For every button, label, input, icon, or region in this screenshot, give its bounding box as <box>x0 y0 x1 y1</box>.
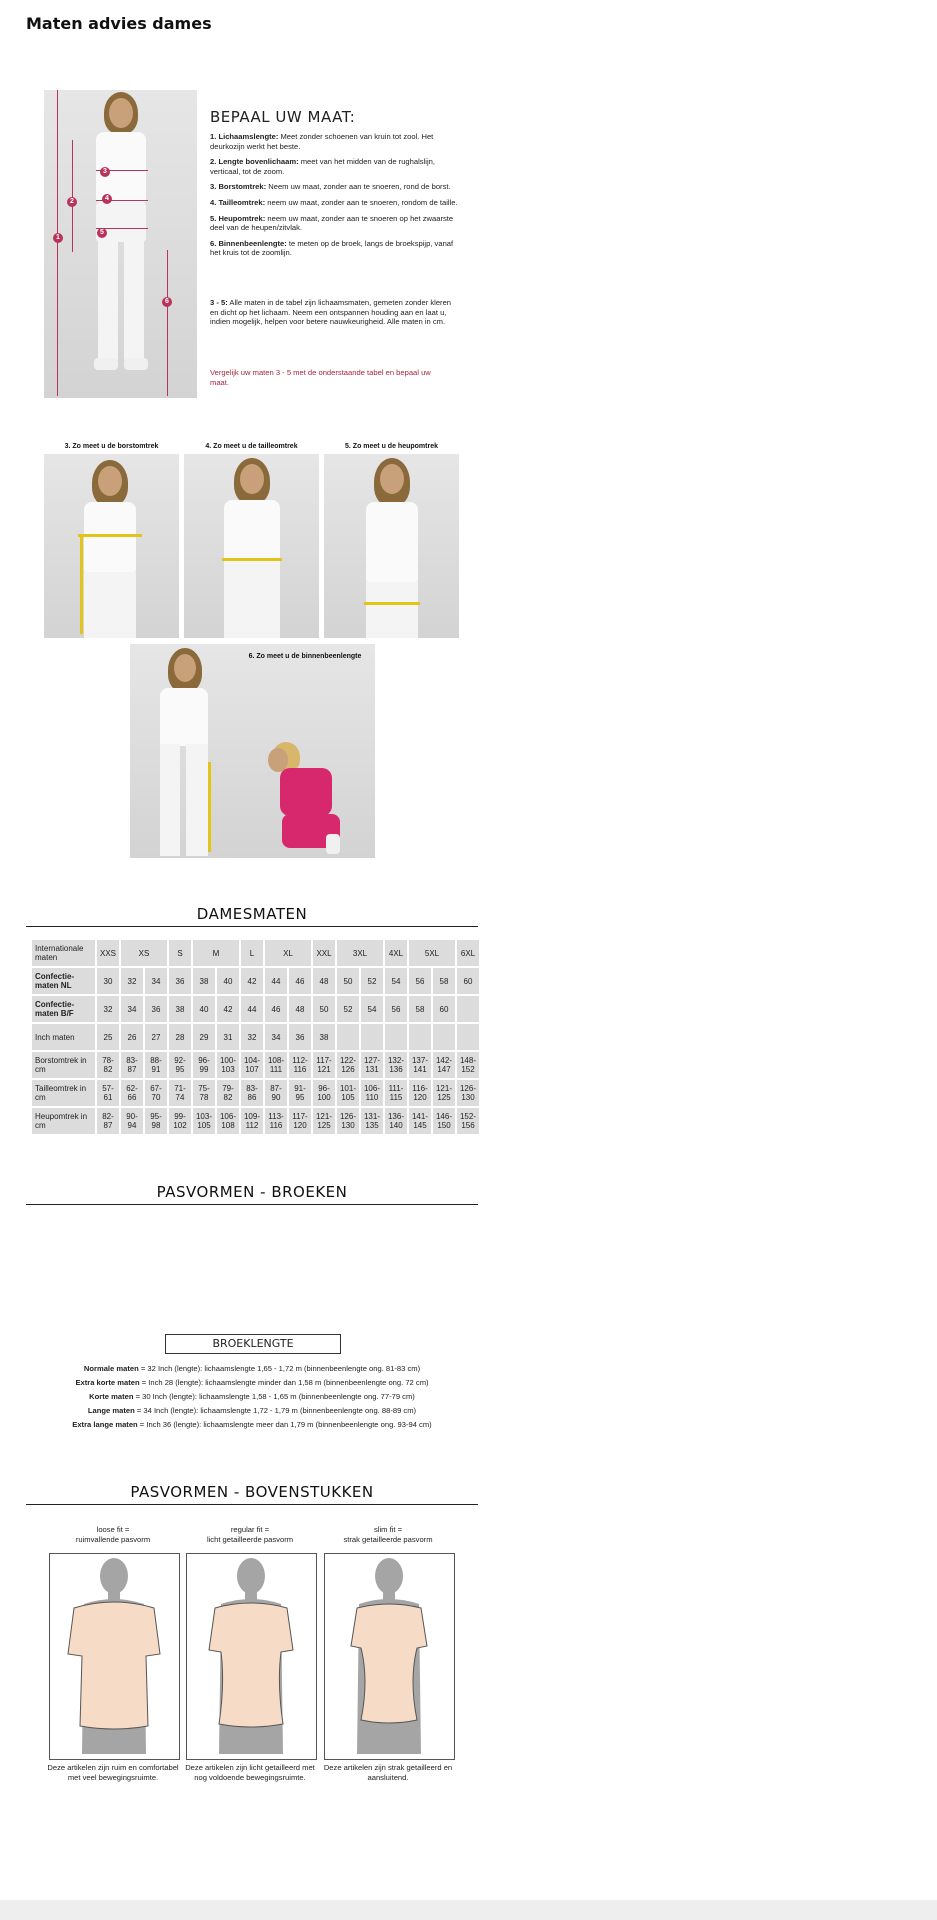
size-cell: 146-150 <box>433 1108 455 1134</box>
damesmaten-divider <box>26 926 478 927</box>
size-row-label: Heupomtrek in cm <box>32 1108 95 1134</box>
size-cell: 106-110 <box>361 1080 383 1106</box>
size-cell: 62-66 <box>121 1080 143 1106</box>
size-cell: 90-94 <box>121 1108 143 1134</box>
size-cell: 54 <box>361 996 383 1022</box>
size-cell: 30 <box>97 968 119 994</box>
size-row-label: Tailleomtrek in cm <box>32 1080 95 1106</box>
broeklengte-list <box>26 1362 478 1432</box>
size-table-row <box>32 1080 479 1106</box>
size-cell: 87-90 <box>265 1080 287 1106</box>
broeklengte-extra-lang: Extra lange maten = Inch 36 (lengte): lichaamslengte meer dan 1,79 m (binnenbeenlengte ong. 93-94 cm) <box>72 1420 432 1429</box>
size-cell: 131-135 <box>361 1108 383 1134</box>
size-cell: 38 <box>193 968 215 994</box>
footer-bar <box>0 1900 937 1920</box>
size-cell: 126-130 <box>457 1080 479 1106</box>
size-row-label: Inch maten <box>32 1024 95 1050</box>
size-cell: 106-108 <box>217 1108 239 1134</box>
size-cell: 32 <box>97 996 119 1022</box>
size-cell: 52 <box>361 968 383 994</box>
marker-2: 2 <box>67 197 77 207</box>
size-cell: 82-87 <box>97 1108 119 1134</box>
size-cell: 44 <box>265 968 287 994</box>
size-header-row <box>32 940 479 966</box>
broeklengte-label: BROEKLENGTE <box>165 1334 341 1354</box>
size-header-cell: XXL <box>313 940 335 966</box>
photo-binnenbeenlengte <box>130 644 375 858</box>
size-cell: 108-111 <box>265 1052 287 1078</box>
broeken-divider <box>26 1204 478 1205</box>
size-cell: 111-115 <box>385 1080 407 1106</box>
size-header-cell: XL <box>265 940 311 966</box>
page-title: Maten advies dames <box>26 14 212 33</box>
fit-slim-illustration <box>324 1553 455 1760</box>
size-header-cell: 6XL <box>457 940 479 966</box>
size-cell: 58 <box>433 968 455 994</box>
size-cell: 137-141 <box>409 1052 431 1078</box>
caption-heupomtrek: 5. Zo meet u de heupomtrek <box>345 443 438 450</box>
size-cell: 34 <box>145 968 167 994</box>
size-cell: 29 <box>193 1024 215 1050</box>
size-cell: 60 <box>457 968 479 994</box>
size-cell: 121-125 <box>433 1080 455 1106</box>
bovenstukken-divider <box>26 1504 478 1505</box>
caption-binnenbeenlengte: 6. Zo meet u de binnenbeenlengte <box>248 653 362 660</box>
size-cell: 28 <box>169 1024 191 1050</box>
size-cell: 75-78 <box>193 1080 215 1106</box>
size-header-cell: XXS <box>97 940 119 966</box>
body-measurement-photo <box>44 90 197 398</box>
size-cell: 113-116 <box>265 1108 287 1134</box>
size-table-row <box>32 996 479 1022</box>
size-cell: 78-82 <box>97 1052 119 1078</box>
size-cell: 57-61 <box>97 1080 119 1106</box>
size-table-row <box>32 968 479 994</box>
measurement-steps <box>210 132 458 264</box>
fit-slim-description: Deze artikelen zijn strak getailleerd en aansluitend. <box>323 1763 453 1782</box>
size-cell: 122-126 <box>337 1052 359 1078</box>
step-5: 5. Heupomtrek: neem uw maat, zonder aan te snoeren op het zwaarste deel van de heupen/zitvlak. <box>210 213 454 233</box>
size-cell: 92-95 <box>169 1052 191 1078</box>
size-cell: 50 <box>313 996 335 1022</box>
size-cell: 101-105 <box>337 1080 359 1106</box>
size-header-cell: 4XL <box>385 940 407 966</box>
broeklengte-kort: Korte maten = 30 Inch (lengte): lichaamslengte 1,58 - 1,65 m (binnenbeenlengte ong. 77-79 cm) <box>89 1392 415 1401</box>
size-cell: 83-86 <box>241 1080 263 1106</box>
size-cell: 104-107 <box>241 1052 263 1078</box>
photo-tailleomtrek <box>184 454 319 638</box>
fit-regular-description: Deze artikelen zijn licht getailleerd met nog voldoende bewegingsruimte. <box>185 1763 315 1782</box>
size-header-cell: XS <box>121 940 167 966</box>
size-cell: 142-147 <box>433 1052 455 1078</box>
size-cell: 95-98 <box>145 1108 167 1134</box>
size-cell: 112-116 <box>289 1052 311 1078</box>
size-cell: 25 <box>97 1024 119 1050</box>
size-header-cell: 5XL <box>409 940 455 966</box>
size-cell: 126-130 <box>337 1108 359 1134</box>
step-1: 1. Lichaamslengte: Meet zonder schoenen van kruin tot zool. Het deurkozijn werkt het beste. <box>210 132 434 151</box>
size-cell: 42 <box>241 968 263 994</box>
caption-tailleomtrek: 4. Zo meet u de tailleomtrek <box>205 443 298 450</box>
caption-borstomtrek: 3. Zo meet u de borstomtrek <box>64 443 159 450</box>
size-cell: 36 <box>289 1024 311 1050</box>
size-cell <box>457 1024 479 1050</box>
size-row-label: Confectie-maten B/F <box>32 996 95 1022</box>
size-cell: 56 <box>409 968 431 994</box>
size-cell <box>385 1024 407 1050</box>
size-cell: 91-95 <box>289 1080 311 1106</box>
size-cell: 44 <box>241 996 263 1022</box>
size-cell: 46 <box>289 968 311 994</box>
size-cell: 27 <box>145 1024 167 1050</box>
size-cell: 58 <box>409 996 431 1022</box>
size-cell: 67-70 <box>145 1080 167 1106</box>
measurement-note: 3 - 5: Alle maten in de tabel zijn lichaamsmaten, gemeten zonder kleren en dicht op het lichaam. Neem een ontspannen houding aan en laat u, indien mogelijk, helpen voor betere nauwkeurigheid. Alle maten in cm. <box>210 298 452 327</box>
size-table-row <box>32 1024 479 1050</box>
size-cell: 96-99 <box>193 1052 215 1078</box>
step-4: 4. Tailleomtrek: neem uw maat, zonder aan te snoeren, rondom de taille. <box>210 197 458 207</box>
size-cell: 54 <box>385 968 407 994</box>
size-cell: 121-125 <box>313 1108 335 1134</box>
size-cell: 34 <box>265 1024 287 1050</box>
howto-heading: BEPAAL UW MAAT: <box>210 108 356 126</box>
size-cell: 132-136 <box>385 1052 407 1078</box>
fit-loose-description: Deze artikelen zijn ruim en comfortabel met veel bewegingsruimte. <box>47 1763 179 1782</box>
size-header-cell: L <box>241 940 263 966</box>
size-cell: 38 <box>313 1024 335 1050</box>
photo-borstomtrek <box>44 454 179 638</box>
size-cell <box>409 1024 431 1050</box>
size-cell: 117-120 <box>289 1108 311 1134</box>
size-cell: 117-121 <box>313 1052 335 1078</box>
size-header-cell: M <box>193 940 239 966</box>
size-cell <box>433 1024 455 1050</box>
step-3: 3. Borstomtrek: Neem uw maat, zonder aan te snoeren, rond de borst. <box>210 182 451 192</box>
size-cell: 46 <box>265 996 287 1022</box>
size-cell <box>361 1024 383 1050</box>
marker-5: 5 <box>97 228 107 238</box>
size-cell: 36 <box>169 968 191 994</box>
size-header-cell: S <box>169 940 191 966</box>
bovenstukken-title: PASVORMEN - BOVENSTUKKEN <box>130 1483 374 1501</box>
step-2: 2. Lengte bovenlichaam: meet van het midden van de rughalslijn, verticaal, tot de zoom. <box>210 157 435 176</box>
fit-slim-heading: slim fit = strak getailleerde pasvorm <box>343 1525 433 1544</box>
fit-loose-illustration <box>49 1553 180 1760</box>
photo-heupomtrek <box>324 454 459 638</box>
broeklengte-lang: Lange maten = 34 Inch (lengte): lichaamslengte 1,72 - 1,79 m (binnenbeenlengte ong. 88-89 cm) <box>87 1406 417 1415</box>
size-cell: 100-103 <box>217 1052 239 1078</box>
broeken-title: PASVORMEN - BROEKEN <box>156 1183 348 1201</box>
damesmaten-table <box>30 938 481 1136</box>
marker-6: 6 <box>162 297 172 307</box>
size-cell: 96-100 <box>313 1080 335 1106</box>
fit-loose-heading: loose fit = ruimvallende pasvorm <box>75 1525 151 1544</box>
size-cell <box>337 1024 359 1050</box>
marker-3: 3 <box>100 167 110 177</box>
size-cell: 34 <box>121 996 143 1022</box>
size-cell: 79-82 <box>217 1080 239 1106</box>
size-cell: 38 <box>169 996 191 1022</box>
size-cell: 60 <box>433 996 455 1022</box>
size-cell: 136-140 <box>385 1108 407 1134</box>
size-cell: 31 <box>217 1024 239 1050</box>
size-cell: 32 <box>241 1024 263 1050</box>
size-cell: 71-74 <box>169 1080 191 1106</box>
size-cell: 148-152 <box>457 1052 479 1078</box>
size-cell: 32 <box>121 968 143 994</box>
marker-4: 4 <box>102 194 112 204</box>
fit-regular-illustration <box>186 1553 317 1760</box>
size-cell: 88-91 <box>145 1052 167 1078</box>
fit-regular-heading: regular fit = licht getailleerde pasvorm <box>206 1525 294 1544</box>
size-cell: 103-105 <box>193 1108 215 1134</box>
compare-note: Vergelijk uw maten 3 - 5 met de onderstaande tabel en bepaal uw maat. <box>210 368 431 387</box>
size-table-row <box>32 1108 479 1134</box>
size-cell: 152-156 <box>457 1108 479 1134</box>
size-cell <box>457 996 479 1022</box>
size-cell: 36 <box>145 996 167 1022</box>
size-row-label: Internationale maten <box>32 940 95 966</box>
size-cell: 109-112 <box>241 1108 263 1134</box>
size-row-label: Confectie-maten NL <box>32 968 95 994</box>
size-cell: 42 <box>217 996 239 1022</box>
size-cell: 141-145 <box>409 1108 431 1134</box>
size-cell: 40 <box>217 968 239 994</box>
size-cell: 48 <box>289 996 311 1022</box>
size-cell: 40 <box>193 996 215 1022</box>
broeklengte-extra-kort: Extra korte maten = Inch 28 (lengte): lichaamslengte minder dan 1,58 m (binnenbeenlengte ong. 72 cm) <box>75 1378 429 1387</box>
marker-1: 1 <box>53 233 63 243</box>
damesmaten-title: DAMESMATEN <box>196 905 308 923</box>
size-cell: 48 <box>313 968 335 994</box>
size-cell: 99-102 <box>169 1108 191 1134</box>
size-cell: 50 <box>337 968 359 994</box>
size-cell: 127-131 <box>361 1052 383 1078</box>
size-cell: 26 <box>121 1024 143 1050</box>
size-cell: 116-120 <box>409 1080 431 1106</box>
broeklengte-normaal: Normale maten = 32 Inch (lengte): lichaamslengte 1,65 - 1,72 m (binnenbeenlengte ong. 81-83 cm) <box>83 1364 421 1373</box>
size-header-cell: 3XL <box>337 940 383 966</box>
size-table-row <box>32 1052 479 1078</box>
step-6: 6. Binnenbeenlengte: te meten op de broek, langs de broekspijp, vanaf het kruis tot de zoomlijn. <box>210 238 454 258</box>
size-cell: 56 <box>385 996 407 1022</box>
size-cell: 52 <box>337 996 359 1022</box>
size-cell: 83-87 <box>121 1052 143 1078</box>
size-row-label: Borstomtrek in cm <box>32 1052 95 1078</box>
